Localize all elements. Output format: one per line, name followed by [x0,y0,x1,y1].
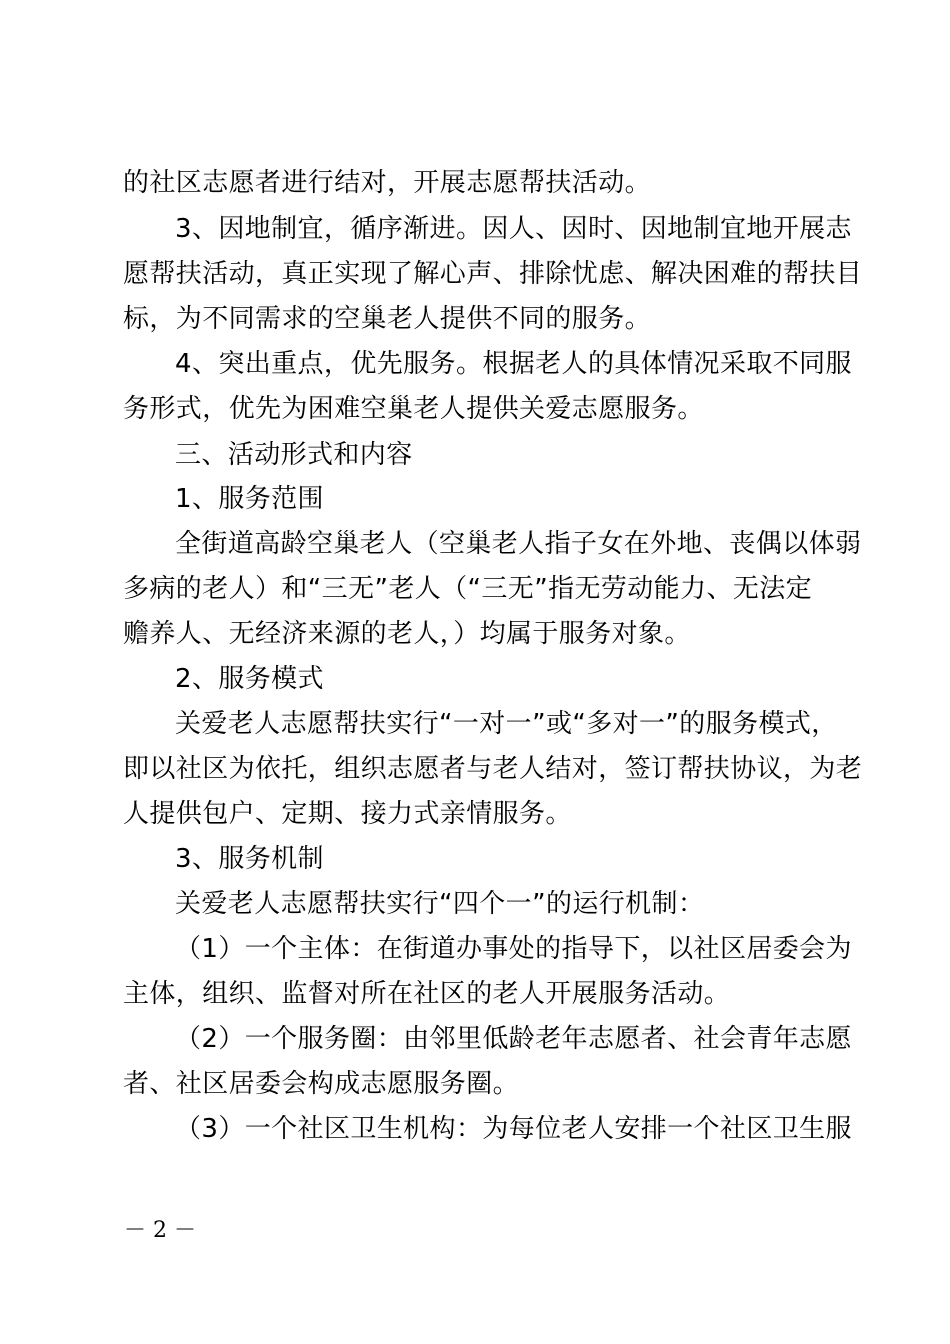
page-number: － 2 － [124,1218,196,1243]
paragraph-line-18: （1）一个主体：在街道办事处的指导下，以社区居委会为 [175,934,852,964]
paragraph-line-21: 者、社区居委会构成志愿服务圈。 [123,1069,520,1099]
paragraph-line-1: 的社区志愿者进行结对，开展志愿帮扶活动。 [123,168,652,198]
paragraph-line-4: 标，为不同需求的空巢老人提供不同的服务。 [123,304,652,334]
paragraph-line-6: 务形式，优先为困难空巢老人提供关爱志愿服务。 [123,394,704,424]
paragraph-line-14: 即以社区为依托，组织志愿者与老人结对，签订帮扶协议，为老 [123,754,863,784]
paragraph-line-9: 全街道高龄空巢老人（空巢老人指子女在外地、丧偶以体弱 [175,529,862,559]
paragraph-line-17: 关爱老人志愿帮扶实行“四个一”的运行机制： [175,889,705,919]
paragraph-line-3: 愿帮扶活动，真正实现了解心声、排除忧虑、解决困难的帮扶目 [123,259,863,289]
subheading-service-mechanism: 3、服务机制 [175,844,324,874]
paragraph-line-10: 多病的老人）和“三无”老人（“三无”指无劳动能力、无法定 [123,574,813,604]
paragraph-line-20: （2）一个服务圈：由邻里低龄老年志愿者、社会青年志愿 [175,1024,852,1054]
paragraph-line-2: 3、因地制宜，循序渐进。因人、因时、因地制宜地开展志 [175,214,852,244]
subheading-service-model: 2、服务模式 [175,664,324,694]
paragraph-line-5: 4、突出重点，优先服务。根据老人的具体情况采取不同服 [175,349,852,379]
paragraph-line-15: 人提供包户、定期、接力式亲情服务。 [123,799,572,829]
paragraph-line-13: 关爱老人志愿帮扶实行“一对一”或“多对一”的服务模式， [175,709,838,739]
subheading-service-scope: 1、服务范围 [175,484,324,514]
paragraph-line-19: 主体，组织、监督对所在社区的老人开展服务活动。 [123,979,731,1009]
paragraph-line-11: 赡养人、无经济来源的老人，）均属于服务对象。 [123,619,691,649]
section-heading: 三、活动形式和内容 [175,440,413,470]
paragraph-line-22: （3）一个社区卫生机构：为每位老人安排一个社区卫生服 [175,1114,852,1144]
